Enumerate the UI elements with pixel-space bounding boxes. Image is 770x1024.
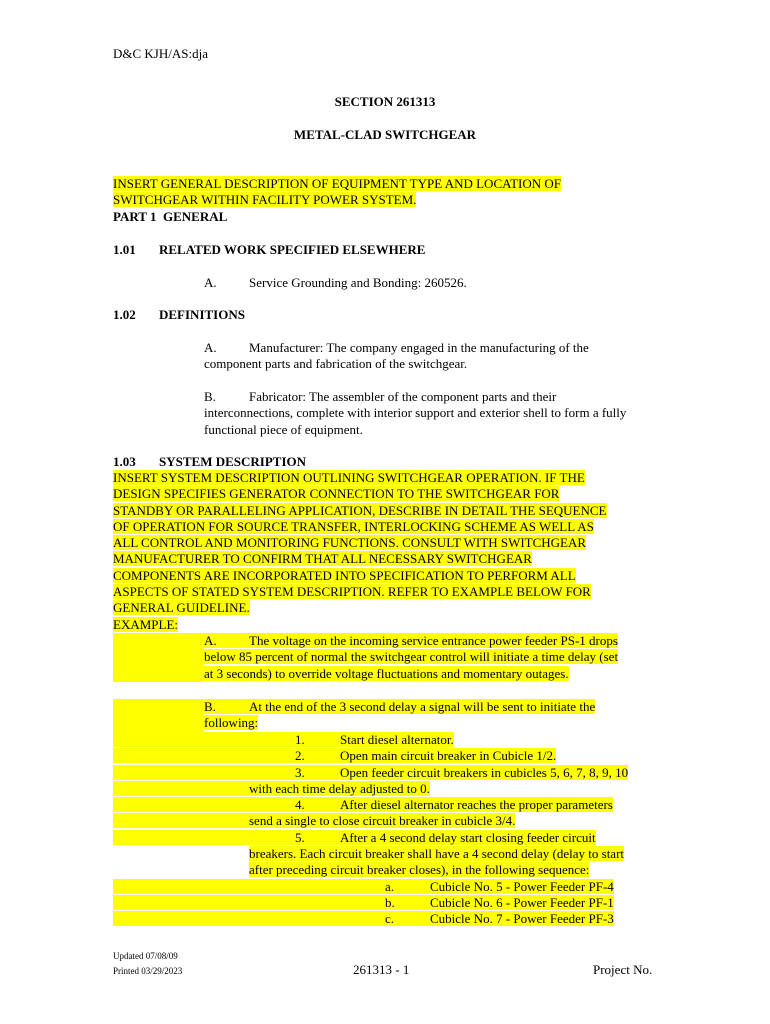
insert-note-line: COMPONENTS ARE INCORPORATED INTO SPECIFICATION TO PERFORM ALL <box>113 567 576 583</box>
sub-item-text: Cubicle No. 6 - Power Feeder PF-1 <box>430 894 614 910</box>
list-item-text: Open main circuit breaker in Cubicle 1/2. <box>340 748 557 764</box>
paragraph-text: component parts and fabrication of the switchgear. <box>204 356 468 372</box>
sub-item-letter: c. <box>385 911 395 927</box>
paragraph-label: A. <box>204 633 217 648</box>
paragraph-text: at 3 seconds) to override voltage fluctuations and momentary outages. <box>204 665 569 681</box>
article-title-definitions: DEFINITIONS <box>159 307 245 322</box>
insert-note-line: INSERT SYSTEM DESCRIPTION OUTLINING SWITCHGEAR OPERATION. IF THE <box>113 470 585 485</box>
example-label: EXAMPLE: <box>113 616 178 632</box>
insert-note-line: GENERAL GUIDELINE. <box>113 600 250 616</box>
definition-manufacturer <box>204 340 589 373</box>
list-item <box>113 830 628 846</box>
paragraph-text: following: <box>204 715 259 731</box>
article-number-1-03: 1.03 <box>113 454 136 469</box>
part-label: PART 1 <box>113 209 157 224</box>
list-item-text: breakers. Each circuit breaker shall have a 4 second delay (delay to start <box>249 846 625 862</box>
list-item <box>113 765 628 781</box>
paragraph-text: Fabricator: The assembler of the component parts and their <box>249 389 557 404</box>
list-item <box>113 748 628 764</box>
list-item-text: send a single to close circuit breaker in cubicle 3/4. <box>249 813 516 829</box>
part-heading <box>113 209 227 225</box>
sub-item-text: Cubicle No. 5 - Power Feeder PF-4 <box>430 878 614 894</box>
insert-note-line: SWITCHGEAR WITHIN FACILITY POWER SYSTEM. <box>113 192 417 208</box>
part-title: GENERAL <box>162 209 228 224</box>
list-item-text: Open feeder circuit breakers in cubicles 5, 6, 7, 8, 9, 10 <box>340 764 629 780</box>
paragraph-text: interconnections, complete with interior support and exterior shell to form a fully <box>204 405 627 421</box>
sub-item-text: Cubicle No. 7 - Power Feeder PF-3 <box>430 911 614 927</box>
definition-fabricator <box>204 389 626 438</box>
example-paragraph-a <box>113 633 618 682</box>
sub-item-letter: b. <box>385 894 395 910</box>
insert-note-line: ALL CONTROL AND MONITORING FUNCTIONS. CONSULT WITH SWITCHGEAR <box>113 535 587 551</box>
insert-note-line: OF OPERATION FOR SOURCE TRANSFER, INTERLOCKING SCHEME AS WELL AS <box>113 518 594 534</box>
list-item-text: After diesel alternator reaches the proper parameters <box>340 797 613 813</box>
sequence-list <box>113 732 628 928</box>
section-title: METAL-CLAD SWITCHGEAR <box>293 127 477 142</box>
insert-note-line: STANDBY OR PARALLELING APPLICATION, DESCRIBE IN DETAIL THE SEQUENCE <box>113 502 607 518</box>
article-title-system-description: SYSTEM DESCRIPTION <box>159 454 307 469</box>
footer-updated-date: Updated 07/08/09 <box>113 951 178 961</box>
footer-printed-date: Printed 03/29/2023 <box>113 966 183 976</box>
list-item-text: After a 4 second delay start closing feeder circuit <box>340 829 596 845</box>
list-item-number: 3. <box>295 764 305 780</box>
insert-note-line: MANUFACTURER TO CONFIRM THAT ALL NECESSARY SWITCHGEAR <box>113 551 532 567</box>
paragraph-label: B. <box>204 389 216 404</box>
paragraph-label: A. <box>204 275 217 290</box>
paragraph-text: Manufacturer: The company engaged in the manufacturing of the <box>249 340 589 355</box>
footer-project-number: Project No. <box>593 962 653 977</box>
insert-note-system <box>113 470 607 633</box>
article-number-1-01: 1.01 <box>113 242 136 257</box>
list-item-text: with each time delay adjusted to 0. <box>249 780 430 796</box>
sub-list-item <box>113 895 628 911</box>
document-reference: D&C KJH/AS:dja <box>113 46 208 61</box>
insert-note-line: ASPECTS OF STATED SYSTEM DESCRIPTION. REFER TO EXAMPLE BELOW FOR <box>113 584 591 600</box>
list-item-number: 1. <box>295 732 305 747</box>
list-item-text: Start diesel alternator. <box>340 732 454 747</box>
sub-list-item <box>113 911 628 927</box>
list-item-number: 2. <box>295 748 305 764</box>
list-item-number: 5. <box>295 829 305 845</box>
paragraph-text: functional piece of equipment. <box>204 421 363 437</box>
section-number: SECTION 261313 <box>334 94 436 109</box>
footer-page-number: 261313 - 1 <box>353 962 410 977</box>
list-item <box>113 732 628 748</box>
list-item <box>113 797 628 813</box>
article-title-related-work: RELATED WORK SPECIFIED ELSEWHERE <box>159 242 426 257</box>
article-number-1-02: 1.02 <box>113 307 136 322</box>
insert-note-general <box>113 176 561 209</box>
list-item-number: 4. <box>295 797 305 813</box>
example-paragraph-b <box>113 699 595 732</box>
insert-note-line: INSERT GENERAL DESCRIPTION OF EQUIPMENT TYPE AND LOCATION OF <box>113 176 561 191</box>
sub-item-letter: a. <box>385 878 395 894</box>
sub-list-item <box>113 879 628 895</box>
paragraph-label: A. <box>204 340 217 355</box>
list-item-text: after preceding circuit breaker closes), in the following sequence: <box>249 862 590 878</box>
paragraph-text: Service Grounding and Bonding: 260526. <box>249 275 467 290</box>
paragraph-text: The voltage on the incoming service entrance power feeder PS-1 drops <box>249 633 618 648</box>
insert-note-line: DESIGN SPECIFIES GENERATOR CONNECTION TO THE SWITCHGEAR FOR <box>113 486 560 502</box>
paragraph-text: At the end of the 3 second delay a signal will be sent to initiate the <box>249 699 596 714</box>
paragraph-text: below 85 percent of normal the switchgear control will initiate a time delay (set <box>204 649 619 665</box>
paragraph-label: B. <box>204 699 216 714</box>
